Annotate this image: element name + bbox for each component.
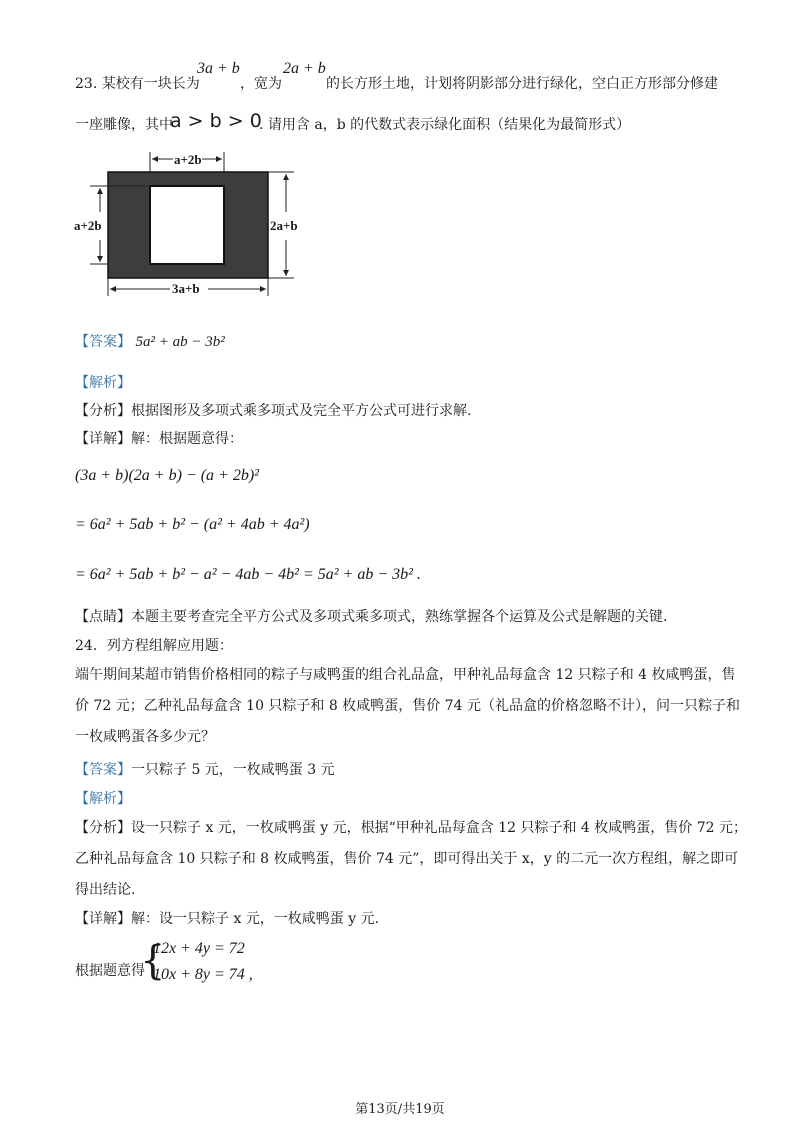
fenxi-text: 根据图形及多项式乘多项式及完全平方公式可进行求解. bbox=[131, 403, 472, 419]
q23-number: 23. bbox=[75, 76, 98, 92]
q23-text-2: ，宽为 bbox=[240, 76, 282, 92]
detail-text: 解：根据题意得： bbox=[131, 431, 243, 447]
q24-analysis-tag: 【解析】 bbox=[75, 791, 131, 807]
q23-text-3: 的长方形土地，计划将阴影部分进行绿化，空白正方形部分修建 bbox=[326, 76, 718, 92]
q23-answer bbox=[75, 332, 225, 352]
detail-tag: 【详解】 bbox=[75, 431, 131, 447]
q24-fenxi-line3: 得出结论. bbox=[75, 882, 136, 898]
q24-system-eq1: 12x + 4y = 72 bbox=[153, 940, 245, 957]
q24-problem-line2: 价 72 元；乙种礼品每盒含 10 只粽子和 8 枚咸鸭蛋，售价 74 元（礼品盒的价格忽略不计），问一只粽子和 bbox=[75, 698, 740, 714]
q24-system-prefix: 根据题意得 bbox=[75, 963, 145, 979]
figure-right-label: 2a+b bbox=[270, 218, 298, 233]
q23-line2b: . 请用含 a，b 的代数式表示绿化面积（结果化为最简形式） bbox=[259, 117, 631, 133]
q23-text-1: 某校有一块长为 bbox=[101, 76, 200, 92]
q23-eq1: (3a + b)(2a + b) − (a + 2b)² bbox=[75, 467, 259, 484]
q24-title: 24．列方程组解应用题： bbox=[75, 638, 233, 654]
q24-detail bbox=[75, 909, 379, 929]
q23-comment bbox=[75, 607, 667, 627]
page-footer: 第13页/共19页 bbox=[355, 1102, 445, 1117]
figure-top-label: a+2b bbox=[174, 152, 202, 167]
q24-fenxi-line1 bbox=[75, 818, 747, 838]
detail-tag: 【详解】 bbox=[75, 911, 131, 927]
system-brace: { bbox=[140, 938, 166, 984]
q24-problem-line3: 一枚咸鸭蛋各多少元？ bbox=[75, 729, 215, 745]
answer-expression: 5a² + ab − 3b² bbox=[135, 334, 225, 350]
q23-figure bbox=[72, 148, 312, 300]
fenxi-tag: 【分析】 bbox=[75, 820, 131, 836]
fenxi-tag: 【分析】 bbox=[75, 403, 131, 419]
q23-width-expr: 2a + b bbox=[283, 60, 326, 77]
answer-text: 一只粽子 5 元，一枚咸鸭蛋 3 元 bbox=[131, 762, 335, 778]
figure-left-label: a+2b bbox=[74, 218, 102, 233]
fenxi-text-1: 设一只粽子 x 元，一枚咸鸭蛋 y 元，根据“甲种礼品每盒含 12 只粽子和 4 枚咸鸭蛋，售价 72 元； bbox=[131, 820, 747, 836]
q24-problem-line1: 端午期间某超市销售价格相同的粽子与咸鸭蛋的组合礼品盒，甲种礼品每盒含 12 只粽子和 4 枚咸鸭蛋，售 bbox=[75, 667, 736, 683]
figure-bottom-label: 3a+b bbox=[172, 281, 200, 296]
comment-tag: 【点睛】 bbox=[75, 609, 131, 625]
q23-analysis-tag: 【解析】 bbox=[75, 375, 131, 391]
q23-line1 bbox=[75, 74, 200, 94]
q23-detail bbox=[75, 429, 243, 449]
q23-eq3: = 6a² + 5ab + b² − a² − 4ab − 4b² = 5a² + ab − 3b² . bbox=[75, 566, 421, 583]
q24-fenxi-line2: 乙种礼品每盒含 10 只粽子和 8 枚咸鸭蛋，售价 74 元”，即可得出关于 x，y 的二元一次方程组，解之即可 bbox=[75, 851, 739, 867]
q24-answer bbox=[75, 760, 335, 780]
q23-length-expr: 3a + b bbox=[197, 60, 240, 77]
comment-text: 本题主要考查完全平方公式及多项式乘多项式，熟练掌握各个运算及公式是解题的关键. bbox=[131, 609, 668, 625]
q23-line2a: 一座雕像，其中 bbox=[75, 117, 173, 133]
answer-tag: 【答案】 bbox=[75, 762, 131, 778]
answer-tag: 【答案】 bbox=[75, 334, 131, 350]
detail-text: 解：设一只粽子 x 元，一枚咸鸭蛋 y 元. bbox=[131, 911, 380, 927]
statue-square bbox=[150, 186, 224, 264]
q24-system-eq2: 10x + 8y = 74 , bbox=[153, 966, 253, 983]
q23-condition: a > b > 0 bbox=[170, 110, 262, 132]
q23-fenxi bbox=[75, 401, 471, 421]
q23-eq2: = 6a² + 5ab + b² − (a² + 4ab + 4a²) bbox=[75, 516, 310, 533]
